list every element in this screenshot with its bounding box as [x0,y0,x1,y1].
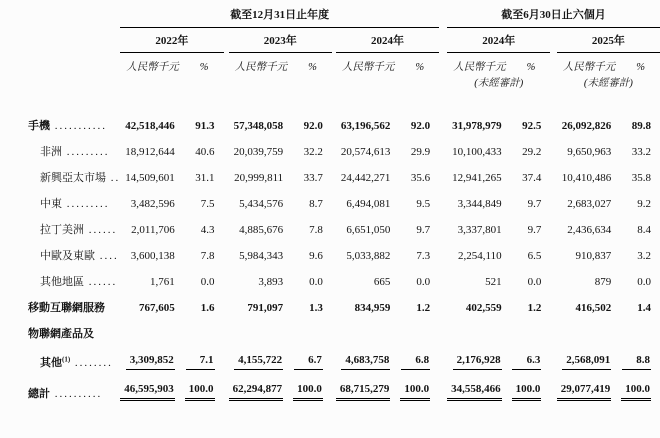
amount-cell: 26,092,826 [561,120,612,132]
percent-label: % [415,62,425,73]
leader-dots: .. [106,172,121,184]
period-group-interim-title: 截至6月30日止六個月 [447,0,660,28]
percent-cell: 1.6 [200,302,215,314]
amount-cell [229,376,294,407]
amount-cell: 5,033,882 [346,250,391,262]
percent-cell [512,347,551,376]
amount-cell: 834,959 [354,302,391,314]
total-double-rule: 46,595,903 [120,383,175,401]
amount-cell [120,347,185,376]
percent-cell: 8.4 [637,224,651,236]
percent-cell: 0.0 [309,276,323,288]
corner-cell [28,74,120,90]
percent-cell: 9.2 [637,198,651,210]
total-double-rule: 34,558,466 [447,383,502,401]
row-label: 新興亞太市場 .. [40,172,121,184]
row-label: 移動互聯網服務 [28,302,105,314]
row-label: 其他地區 ...... [40,276,118,288]
empty-cell [120,74,223,90]
amount-cell: 57,348,058 [233,120,284,132]
subtotal-rule: 2,176,928 [453,354,502,370]
percent-cell: 35.6 [410,172,431,184]
percent-cell: 1.2 [527,302,542,314]
year-header-row [28,28,660,53]
row-label: 拉丁美洲 ...... [40,224,118,236]
amount-cell: 402,559 [465,302,502,314]
percent-cell: 92.0 [410,120,431,132]
total-double-rule: 100.0 [293,383,323,401]
percent-cell: 33.2 [631,146,651,158]
percent-cell: 32.2 [303,146,323,158]
column-gap [439,217,447,243]
percent-cell [621,347,660,376]
amount-cell: 24,442,271 [340,172,391,184]
percent-cell: 9.7 [527,198,542,210]
row-label: 其他$^{(1)}$ ........ [40,355,113,369]
percent-cell: 29.9 [410,146,431,158]
total-double-rule: 62,294,877 [229,383,284,401]
row-label: 中歐及東歐 .... [40,250,119,262]
table-row [28,90,660,139]
unit-header-row [28,53,660,75]
percent-cell: 3.2 [637,250,651,262]
percent-cell: 0.0 [637,276,651,288]
amount-cell: 5,434,576 [239,198,284,210]
amount-cell: 20,039,759 [233,146,284,158]
amount-cell: 879 [594,276,612,288]
row-label: 物聯網產品及 [28,328,94,340]
row-label: 中東 ......... [40,198,110,210]
amount-cell: 3,337,801 [457,224,502,236]
amount-cell: 521 [485,276,502,288]
percent-cell [185,347,224,376]
amount-cell [557,347,622,376]
table-body [28,90,660,407]
year-header-2025-interim: 2025年 [557,28,660,53]
column-gap [439,90,447,139]
row-label: 手機 ........... [28,120,107,132]
column-gap [439,269,447,295]
total-double-rule: 100.0 [400,383,430,401]
year-header-2022: 2022年 [120,28,223,53]
amount-cell: 10,410,486 [561,172,612,184]
amount-cell: 2,254,110 [458,250,502,262]
percent-cell: 89.8 [631,120,651,132]
percent-label: % [199,62,209,73]
percent-cell: 4.3 [200,224,215,236]
percent-cell: 91.3 [195,120,215,132]
percent-cell: 7.5 [200,198,215,210]
row-label: 非洲 ......... [40,146,110,158]
total-double-rule: 68,715,279 [336,383,391,401]
subtotal-rule: 3,309,852 [126,354,175,370]
table-row [28,217,660,243]
subtotal-rule: 6.7 [294,354,323,370]
unaudited-header-row [28,74,660,90]
percent-label: % [636,62,645,73]
year-header-2024: 2024年 [336,28,439,53]
amount-cell: 18,912,644 [125,146,175,158]
amount-cell: 6,494,081 [346,198,391,210]
column-gap [439,139,447,165]
table-row [28,269,660,295]
total-double-rule: 100.0 [512,383,542,401]
unit-label: 人民幣千元 [341,62,395,73]
period-group-annual-title: 截至12月31日止年度 [120,0,439,28]
amount-cell: 416,502 [575,302,612,314]
total-double-rule: 100.0 [185,383,215,401]
year-header-2023: 2023年 [229,28,332,53]
subtotal-rule: 6.8 [401,354,430,370]
percent-cell: 35.8 [631,172,651,184]
percent-cell: 1.3 [309,302,323,314]
percent-cell [400,347,439,376]
subtotal-rule: 4,683,758 [341,354,390,370]
row-label: 總計 .......... [28,388,103,400]
amount-cell: 3,344,849 [457,198,502,210]
amount-cell: 2,683,027 [567,198,612,210]
percent-cell: 7.8 [309,224,323,236]
amount-cell [447,347,512,376]
corner-cell [28,28,120,53]
column-gap [439,347,447,376]
empty-cell [229,74,332,90]
amount-cell [229,347,294,376]
amount-cell: 5,984,343 [239,250,284,262]
leader-dots: ...... [84,276,118,288]
amount-cell [557,376,622,407]
percent-cell: 7.3 [416,250,431,262]
column-gap [439,376,447,407]
amount-cell [120,376,185,407]
table-row [28,321,660,347]
percent-cell: 8.7 [309,198,323,210]
column-gap [439,74,447,90]
percent-cell [293,376,332,407]
amount-cell [447,376,512,407]
subtotal-rule: 7.1 [186,354,215,370]
percent-cell [293,347,332,376]
table-row [28,243,660,269]
percent-cell: 92.5 [522,120,542,132]
percent-cell: 9.6 [309,250,323,262]
amount-cell: 4,885,676 [239,224,284,236]
table-row [28,295,660,321]
percent-cell: 1.4 [637,302,651,314]
amount-cell: 3,893 [258,276,284,288]
amount-cell: 9,650,963 [567,146,612,158]
percent-cell [621,376,660,407]
percent-cell: 37.4 [522,172,542,184]
percent-cell: 92.0 [303,120,323,132]
column-gap [439,243,447,269]
unit-label: 人民幣千元 [234,62,288,73]
amount-cell: 791,097 [247,302,284,314]
subtotal-rule: 8.8 [622,354,651,370]
percent-label: % [526,62,536,73]
column-gap [439,28,447,53]
percent-cell: 7.8 [200,250,215,262]
amount-cell: 1,761 [150,276,175,288]
leader-dots: ......... [62,146,110,158]
table-row [28,165,660,191]
amount-cell [336,376,401,407]
percent-cell: 6.5 [527,250,542,262]
percent-cell: 9.7 [527,224,542,236]
amount-cell: 910,837 [575,250,612,262]
unit-label: 人民幣千元 [126,62,179,73]
percent-label: % [308,62,317,73]
corner-cell [28,53,120,75]
subtotal-rule: 2,568,091 [562,354,611,370]
amount-cell: 2,011,706 [131,224,175,236]
amount-cell: 665 [373,276,391,288]
amount-cell: 20,574,613 [340,146,391,158]
amount-cell: 14,509,601 [125,172,175,184]
amount-cell: 12,941,265 [452,172,502,184]
column-gap [439,0,447,28]
total-double-rule: 29,077,419 [557,383,612,401]
percent-cell: 0.0 [527,276,542,288]
percent-cell: 29.2 [522,146,542,158]
table-row [28,191,660,217]
percent-cell: 31.1 [195,172,215,184]
year-header-2024-interim: 2024年 [447,28,550,53]
percent-cell: 40.6 [195,146,215,158]
percent-cell: 33.7 [303,172,323,184]
unit-label: 人民幣千元 [453,62,506,73]
amount-cell: 767,605 [139,302,175,314]
revenue-breakdown-table [28,0,660,407]
percent-cell: 1.2 [416,302,431,314]
leader-dots: .......... [50,388,103,400]
period-header-row [28,0,660,28]
amount-cell: 63,196,562 [340,120,391,132]
percent-cell [185,376,224,407]
amount-cell: 31,978,979 [452,120,502,132]
amount-cell: 3,482,596 [130,198,175,210]
column-gap [439,191,447,217]
leader-dots: ...... [84,224,118,236]
column-gap [439,295,447,321]
table-row [28,347,660,376]
amount-cell: 20,999,811 [234,172,284,184]
unaudited-note: (未經審計) [583,78,633,89]
leader-dots: ........... [50,120,107,132]
percent-cell: 0.0 [416,276,431,288]
amount-cell: 3,600,138 [130,250,175,262]
percent-cell: 0.0 [200,276,215,288]
column-gap [439,165,447,191]
table-row [28,139,660,165]
amount-cell: 6,651,050 [346,224,391,236]
percent-cell [512,376,551,407]
amount-cell: 2,436,634 [567,224,612,236]
leader-dots: .... [95,250,119,262]
subtotal-rule: 6.3 [512,354,541,370]
amount-cell: 42,518,446 [125,120,175,132]
percent-cell: 9.7 [416,224,431,236]
amount-cell [336,347,401,376]
subtotal-rule: 4,155,722 [234,354,283,370]
leader-dots: ......... [62,198,110,210]
empty-cell [336,74,439,90]
unit-label: 人民幣千元 [562,62,616,73]
total-double-rule: 100.0 [621,383,651,401]
unaudited-note: (未經審計) [474,78,524,89]
amount-cell: 10,100,433 [452,146,502,158]
leader-dots: ........ [70,357,113,369]
footnote-marker: (1) [62,355,71,364]
table-row [28,376,660,407]
corner-cell [28,0,120,28]
percent-cell: 9.5 [416,198,431,210]
column-gap [439,53,447,75]
percent-cell [400,376,439,407]
